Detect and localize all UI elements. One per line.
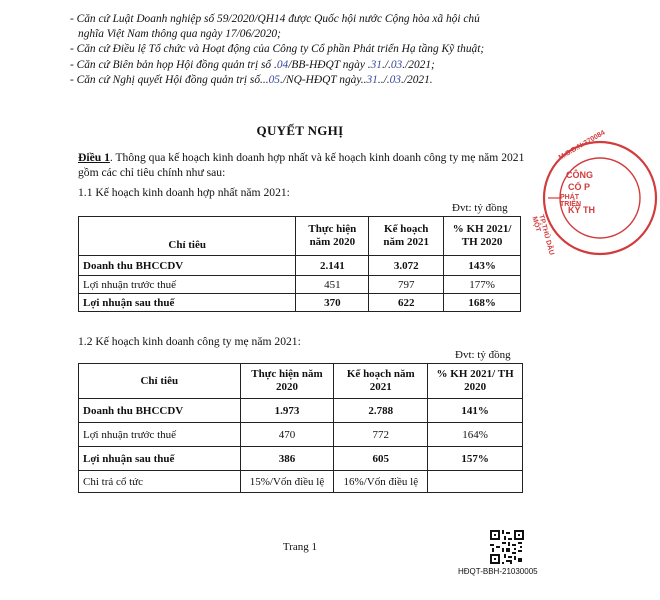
qr-code-icon	[490, 530, 524, 564]
minutes-number: 04	[276, 58, 289, 71]
cell-indicator: Doanh thu BHCCDV	[79, 399, 241, 423]
basis-line-continued: nghĩa Việt Nam thông qua ngày 17/06/2020;	[78, 27, 281, 40]
cell-plan-2021: 16%/Vốn điều lệ	[334, 471, 428, 493]
seal-text: TP.THỦ DẦU MỘT	[530, 214, 555, 256]
col-header-plan-2021: Kế hoạch năm 2021	[369, 217, 444, 256]
cell-ratio: 177%	[444, 276, 521, 294]
col-header-plan-2021: Kế hoạch năm 2021	[334, 364, 428, 399]
basis-line: - Căn cứ Luật Doanh nghiệp số 59/2020/QH14 được Quốc hội nước Cộng hòa xã hội chủ	[70, 13, 480, 25]
cell-actual-2020: 470	[240, 423, 334, 447]
document-title: QUYẾT NGHỊ	[256, 123, 344, 138]
table-header-row	[79, 364, 523, 399]
cell-plan-2021: 772	[334, 423, 428, 447]
cell-plan-2021: 797	[369, 276, 444, 294]
seal-text: PHÁT TRIỂN	[560, 194, 581, 208]
col-header-actual-2020: Thực hiện năm 2020	[240, 364, 334, 399]
table-row	[79, 276, 521, 294]
minutes-day: 31	[370, 58, 382, 71]
cell-indicator: Lợi nhuận trước thuế	[79, 423, 241, 447]
table-row	[79, 294, 521, 312]
table-row	[79, 399, 523, 423]
col-header-actual-2020: Thực hiện năm 2020	[296, 217, 369, 256]
minutes-month: 03	[390, 58, 403, 71]
cell-actual-2020: 2.141	[296, 256, 369, 276]
col-header-indicator: Chỉ tiêu	[79, 364, 241, 399]
cell-plan-2021: 3.072	[369, 256, 444, 276]
cell-indicator: Chi trả cổ tức	[79, 471, 241, 493]
resolution-month: 03	[389, 74, 401, 87]
resolution-number: 05	[268, 74, 280, 87]
cell-plan-2021: 622	[369, 294, 444, 312]
article-1	[78, 150, 538, 180]
cell-ratio: 141%	[428, 399, 523, 423]
cell-ratio	[428, 471, 523, 493]
cell-actual-2020: 386	[240, 447, 334, 471]
table-row	[79, 423, 523, 447]
cell-indicator: Lợi nhuận sau thuế	[79, 447, 241, 471]
document-code: HĐQT-BBH-21030005	[458, 567, 538, 576]
cell-ratio: 164%	[428, 423, 523, 447]
legal-basis	[70, 12, 550, 89]
seal-text: M.S.D.N:370084	[557, 129, 607, 162]
table-header-row	[79, 217, 521, 256]
article-text: . Thông qua kế hoạch kinh doanh hợp nhất và kế hoạch kinh doanh công ty mẹ năm 2021 gồm các chỉ tiêu chính như sau:	[78, 151, 525, 179]
article-label: Điều 1	[78, 151, 110, 164]
section-1-heading: 1.1 Kế hoạch kinh doanh hợp nhất năm 2021:	[78, 186, 290, 199]
cell-actual-2020: 15%/Vốn điều lệ	[240, 471, 334, 493]
section-2-unit: Đvt: tỷ đồng	[455, 349, 511, 361]
cell-actual-2020: 1.973	[240, 399, 334, 423]
cell-plan-2021: 605	[334, 447, 428, 471]
basis-item-law	[70, 12, 550, 41]
seal-text: KỸ TH	[568, 205, 595, 215]
basis-item-minutes: - Căn cứ Biên bản họp Hội đồng quản trị số .04/BB-HĐQT ngày .31./.03./2021;	[70, 58, 435, 71]
basis-item-charter	[70, 42, 550, 57]
seal-text: CÔNG	[566, 170, 593, 180]
cell-ratio: 168%	[444, 294, 521, 312]
cell-actual-2020: 451	[296, 276, 369, 294]
table-row	[79, 447, 523, 471]
resolution-day: 31	[366, 74, 378, 87]
page-number: Trang 1	[282, 541, 318, 553]
basis-line: - Căn cứ Điều lệ Tổ chức và Hoạt động của Công ty Cổ phần Phát triển Hạ tầng Kỹ thuật;	[70, 43, 485, 56]
basis-item-resolution: - Căn cứ Nghị quyết Hội đồng quản trị số...05./NQ-HĐQT ngày..31../.03./2021.	[70, 74, 433, 87]
cell-ratio: 143%	[444, 256, 521, 276]
section-2-heading: 1.2 Kế hoạch kinh doanh công ty mẹ năm 2021:	[78, 335, 301, 348]
consolidated-plan-table	[78, 216, 521, 312]
parent-company-plan-table	[78, 363, 523, 493]
table-row	[79, 256, 521, 276]
table-row	[79, 471, 523, 493]
section-1-unit: Đvt: tỷ đồng	[452, 202, 508, 214]
cell-indicator: Lợi nhuận sau thuế	[79, 294, 296, 312]
cell-ratio: 157%	[428, 447, 523, 471]
cell-actual-2020: 370	[296, 294, 369, 312]
col-header-ratio: % KH 2021/ TH 2020	[428, 364, 523, 399]
cell-plan-2021: 2.788	[334, 399, 428, 423]
cell-indicator: Doanh thu BHCCDV	[79, 256, 296, 276]
col-header-ratio: % KH 2021/ TH 2020	[444, 217, 521, 256]
seal-text: CỔ P	[568, 182, 591, 192]
col-header-indicator: Chỉ tiêu	[79, 217, 296, 256]
cell-indicator: Lợi nhuận trước thuế	[79, 276, 296, 294]
